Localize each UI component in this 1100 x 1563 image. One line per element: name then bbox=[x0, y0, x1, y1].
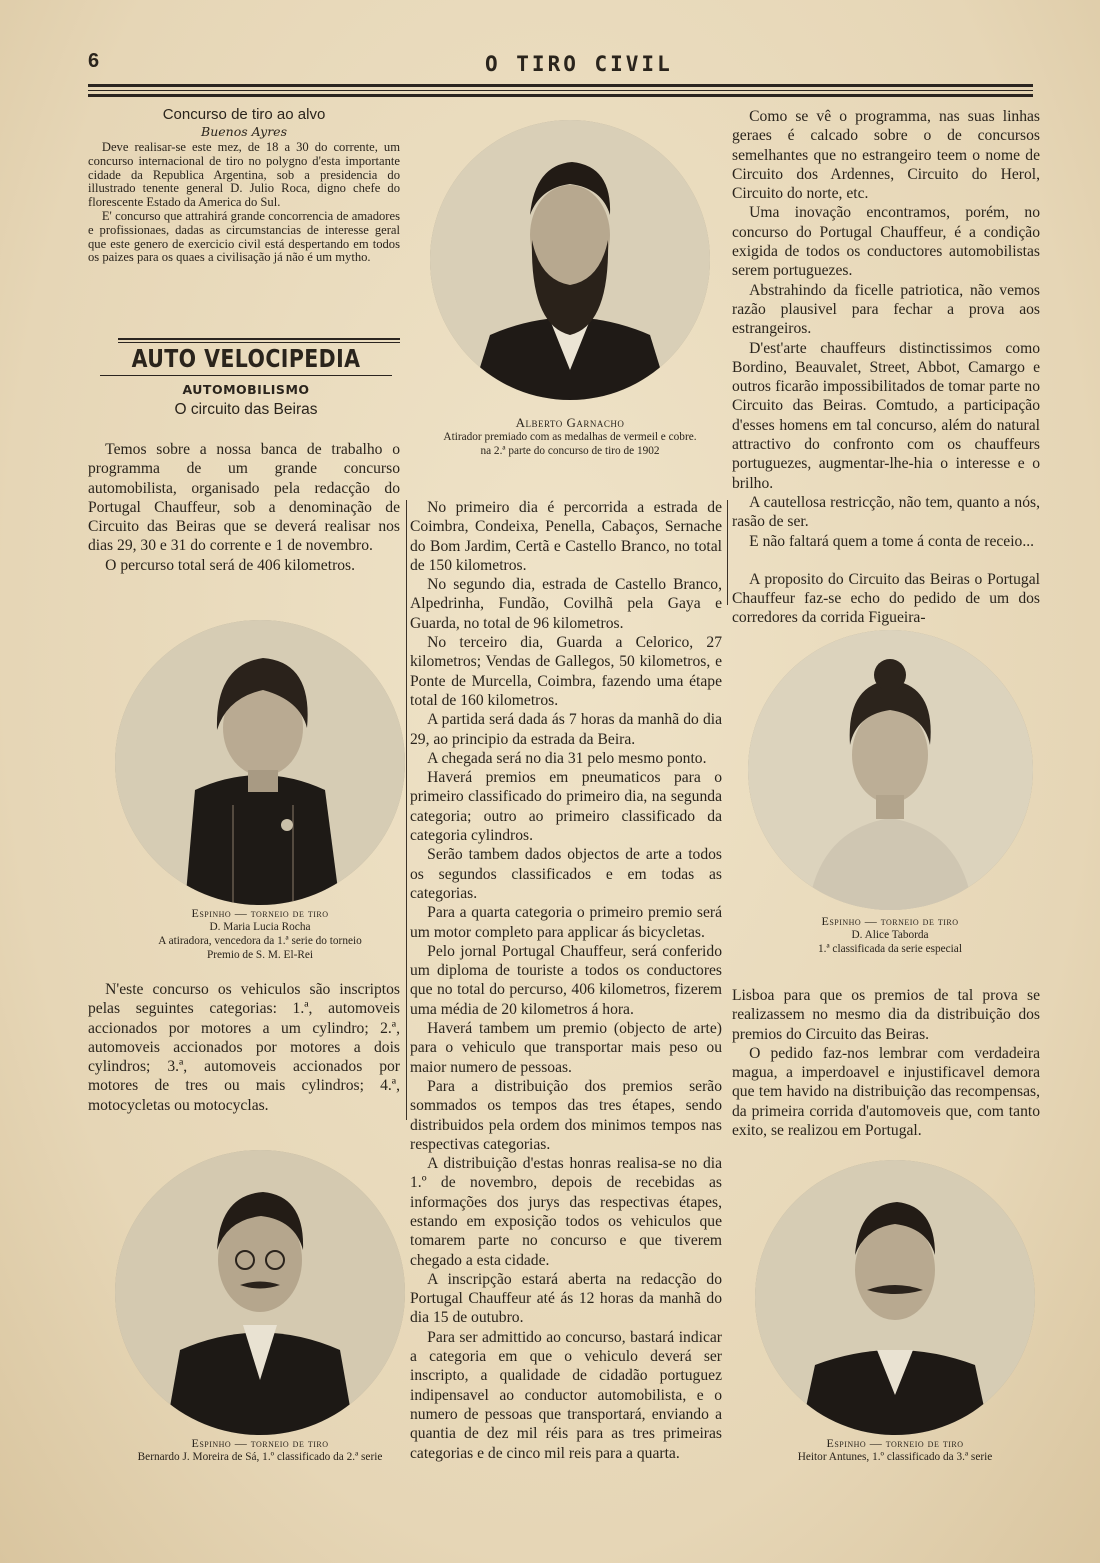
article-paragraph: No terceiro dia, Guarda a Celorico, 27 kilometros; Vendas de Gallegos, 50 kilometros, e Ponte de Murcella, Coimbra, fazendo uma étape total de 160 kilometros. bbox=[410, 634, 722, 709]
portrait-mustached-man-image bbox=[755, 1160, 1035, 1435]
article-paragraph: A inscripção estará aberta na redacção do Portugal Chauffeur até ás 12 horas da manhã do dia 15 de outubro. bbox=[410, 1270, 722, 1327]
divider bbox=[100, 375, 392, 376]
article-paragraph: Serão tambem dados objectos de arte a todos os segundos classificados e em todas as categorias. bbox=[410, 846, 722, 902]
section-title-concurso: Concurso de tiro ao alvo bbox=[162, 106, 326, 123]
portrait-maria-lucia-rocha bbox=[115, 620, 405, 905]
article-paragraph: O percurso total será de 406 kilometros. bbox=[105, 556, 356, 574]
caption-rocha bbox=[100, 906, 420, 962]
portrait-heitor-antunes bbox=[755, 1160, 1035, 1435]
article-paragraph: A proposito do Circuito das Beiras o Portugal Chauffeur faz-se echo do pedido de um dos corredores da corrida Figueira- bbox=[732, 570, 1040, 627]
article-paragraph: A partida será dada ás 7 horas da manhã do dia 29, ao principio da estrada da Beira. bbox=[410, 711, 722, 748]
article-paragraph: O pedido faz-nos lembrar com verdadeira magua, a imperdoavel e injustificavel demora que tem havido na distribuição das recompensas, da primeira corrida d'automoveis que, com tanto exito, se realizou em Portugal. bbox=[732, 1044, 1040, 1140]
article-paragraph: Pelo jornal Portugal Chauffeur, será conferido um diploma de touriste a todos os conductores que no total do percurso, 406 kilometros, fizerem uma média de 20 kilometros á hora. bbox=[410, 942, 722, 1018]
portrait-alberto-garnacho bbox=[430, 120, 710, 400]
article-paragraph: Abstrahindo da ficelle patriotica, não vemos razão plausivel para fechar a prova aos estrangeiros. bbox=[732, 281, 1040, 338]
article-paragraph: A cautellosa restricção, não tem, quanto a nós, rasão de ser. bbox=[732, 493, 1040, 531]
caption-sa bbox=[100, 1436, 420, 1464]
article-paragraph: Para ser admittido ao concurso, bastará indicar a categoria em que o vehiculo deverá ser inscripto, a qualidade de cidadão portuguez indipensavel ao conductor automobilista, e o numero de pessoas que transportará, enviando a quantia de dez mil réis para as tres primeiras categorias e de cinco mil reis para a quarta. bbox=[410, 1328, 722, 1462]
article-paragraph: Para a distribuição dos premios serão sommados os tempos das tres étapes, sendo distribuidos pela ordem dos minimos tempos nas respectivas categorias. bbox=[410, 1077, 722, 1153]
article-col1-top bbox=[88, 440, 400, 575]
column-rule bbox=[406, 500, 407, 1120]
caption-heading: Espinho — torneio de tiro bbox=[821, 914, 959, 928]
journal-title: O TIRO CIVIL bbox=[485, 52, 673, 76]
article-title: O circuito das Beiras bbox=[174, 401, 318, 418]
concurso-paragraph: E' concurso que attrahirá grande concorrencia de amadores e profissionaes, dadas as circumstancias de interesse geral que este genero de exercicio civil está despertando em todos os paizes para os quaes a civilisação já não é um mytho. bbox=[88, 208, 400, 265]
portrait-alice-taborda bbox=[748, 630, 1033, 910]
portrait-woman-image bbox=[115, 620, 405, 905]
article-col1-bottom bbox=[88, 980, 400, 1115]
caption-line: na 2.ª parte do concurso de tiro de 1902 bbox=[480, 445, 660, 457]
caption-antunes bbox=[740, 1436, 1050, 1464]
portrait-man-image bbox=[115, 1150, 405, 1435]
portrait-bernardo-moreira-de-sa bbox=[115, 1150, 405, 1435]
concurso-place: Buenos Ayres bbox=[201, 124, 287, 139]
caption-taborda bbox=[740, 914, 1040, 956]
caption-line: Heitor Antunes, 1.º classificado da 3.ª serie bbox=[797, 1451, 993, 1463]
header-rule-thin bbox=[88, 90, 1033, 91]
header-rule bbox=[88, 84, 1033, 87]
caption-line: A atiradora, vencedora da 1.ª serie do torneio bbox=[158, 935, 362, 947]
subsection-title: AUTOMOBILISMO bbox=[182, 382, 310, 397]
caption-garnacho bbox=[400, 416, 740, 458]
article-paragraph: N'este concurso os vehiculos são inscriptos pelas seguintes categorias: 1.ª, automoveis accionados por motores a um cylindro; 2.ª, automoveis accionados por motores a dois cylindros; 3.ª, automoveis accionados por motores de tres ou mais cylindros; 4.ª, motocycletas ou motocyclas. bbox=[88, 981, 400, 1114]
article-paragraph: Haverá tambem um premio (objecto de arte) para o vehiculo que transportar mais peso ou maior numero de pessoas. bbox=[410, 1020, 722, 1076]
caption-heading: Espinho — torneio de tiro bbox=[191, 1436, 329, 1450]
portrait-bearded-man-image bbox=[430, 120, 710, 400]
article-paragraph: Lisboa para que os premios de tal prova se realizassem no mesmo dia da distribuição dos premios do Circuito das Beiras. bbox=[732, 987, 1040, 1043]
article-col3-bottom bbox=[732, 986, 1040, 1140]
caption-line: 1.ª classificada da serie especial bbox=[818, 943, 962, 955]
caption-heading: Espinho — torneio de tiro bbox=[191, 906, 329, 920]
caption-name: Alberto Garnacho bbox=[515, 415, 625, 430]
article-paragraph: Haverá premios em pneumaticos para o primeiro classificado do primeiro dia, na segunda categoria; outro ao primeiro classificado da categoria cylindros. bbox=[410, 769, 722, 845]
article-col2 bbox=[410, 498, 722, 1463]
caption-line: Premio de S. M. El-Rei bbox=[206, 949, 314, 961]
header-rule-2 bbox=[88, 94, 1033, 97]
caption-name: D. Maria Lucia Rocha bbox=[209, 921, 311, 933]
article-paragraph: No segundo dia, estrada de Castello Branco, Alpedrinha, Fundão, Covilhã pela Gaya e Guarda, no total de 96 kilometros. bbox=[410, 576, 722, 632]
column-rule bbox=[727, 500, 728, 605]
article-col3-top bbox=[732, 107, 1040, 628]
auto-velocipedia-section bbox=[92, 344, 400, 419]
section-rule bbox=[118, 338, 400, 340]
section-rule-thin bbox=[118, 342, 400, 343]
concurso-paragraph: Deve realisar-se este mez, de 18 a 30 do corrente, um concurso internacional de tiro no polygno d'esta importante cidade da Republica Argentina, sob a presidencia do illustrado tenente general D. Julio Roca, digno chefe do florescente Estado da America do Sul. bbox=[88, 140, 400, 210]
article-paragraph: Temos sobre a nossa banca de trabalho o programma de um grande concurso automobilista, organisado pela redacção do Portugal Chauffeur, sob a denominação de Circuito das Beiras que se deverá realisar nos dias 29, 30 e 31 do corrente e 1 de novembro. bbox=[88, 441, 400, 555]
caption-line: Atirador premiado com as medalhas de vermeil e cobre. bbox=[443, 431, 697, 443]
article-paragraph: D'est'arte chauffeurs distinctissimos como Bordino, Beauvalet, Street, Abbot, Camargo e outros ficarão impossibilitados de tomar parte no Circuito das Beiras. Comtudo, a participação d'esses homens em tal concurso, além do natural attractivo do confronto com os chauffeurs portuguezes, augmentar-lhe-hia o interesse e o brilho. bbox=[732, 339, 1040, 492]
article-paragraph: No primeiro dia é percorrida a estrada de Coimbra, Condeixa, Penella, Cabaços, Sernache do Bom Jardim, Certã e Castello Branco, no total de 150 kilometros. bbox=[410, 499, 722, 574]
article-paragraph: E não faltará quem a tome á conta de receio... bbox=[749, 532, 1035, 550]
article-paragraph: A distribuição d'estas honras realisa-se no dia 1.º de novembro, depois de recebidas as informações dos jurys das respectivas étapes, estando em exposição todos os vehiculos que tomarem parte no concurso e que tiverem chegado a esta cidade. bbox=[410, 1155, 722, 1269]
caption-heading: Espinho — torneio de tiro bbox=[826, 1436, 964, 1450]
page-number: 6 bbox=[88, 50, 100, 72]
column-1 bbox=[88, 106, 400, 265]
article-paragraph: Como se vê o programma, nas suas linhas geraes é calcado sobre o de concursos semelhantes que no estrangeiro teem o nome de Circuito dos Ardennes, Circuito do Herol, Circuito do norte, etc. bbox=[732, 108, 1040, 203]
section-title-auto-velocipedia: AUTO VELOCIPEDIA bbox=[131, 344, 361, 373]
page-header bbox=[88, 48, 1033, 80]
caption-line: Bernardo J. Moreira de Sá, 1.º classificado da 2.ª serie bbox=[137, 1451, 383, 1463]
article-paragraph: Para a quarta categoria o primeiro premio será um motor completo para applicar ás bicycletas. bbox=[410, 904, 722, 941]
article-paragraph: A chegada será no dia 31 pelo mesmo ponto. bbox=[427, 749, 707, 767]
caption-name: D. Alice Taborda bbox=[851, 929, 929, 941]
article-paragraph: Uma inovação encontramos, porém, no concurso do Portugal Chauffeur, é a condição exigida de todos os conductores automobilistas serem portuguezes. bbox=[732, 204, 1040, 280]
portrait-young-woman-image bbox=[748, 630, 1033, 910]
